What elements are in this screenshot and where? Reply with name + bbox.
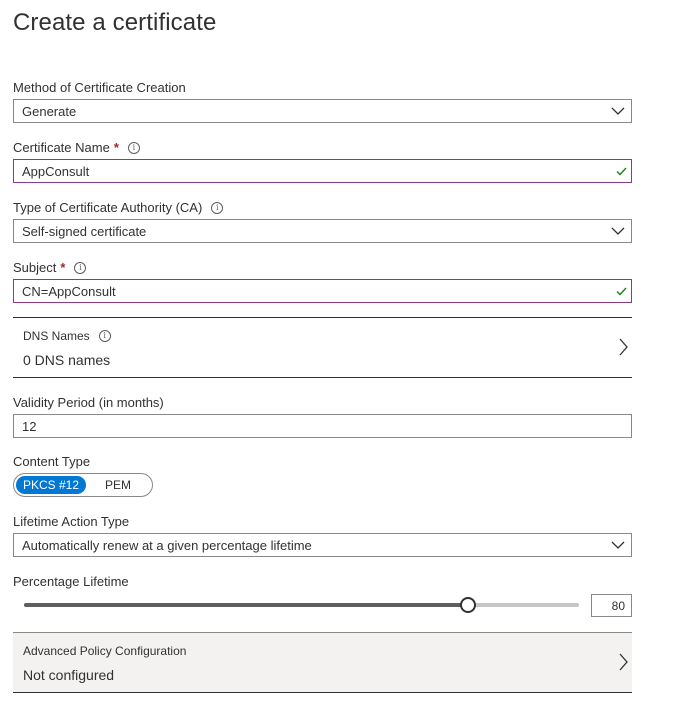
page-title: Create a certificate bbox=[13, 9, 217, 36]
dns-names-value: 0 DNS names bbox=[23, 352, 111, 368]
info-icon[interactable]: i bbox=[128, 142, 140, 154]
method-value: Generate bbox=[22, 103, 77, 119]
dns-names-title-text: DNS Names bbox=[23, 329, 90, 343]
info-icon[interactable]: i bbox=[74, 262, 86, 274]
percentage-slider-fill bbox=[24, 603, 468, 607]
dns-names-title bbox=[23, 329, 111, 343]
lifetime-action-value: Automatically renew at a given percentage lifetime bbox=[22, 537, 312, 553]
method-label bbox=[13, 80, 186, 95]
advanced-policy-section[interactable] bbox=[13, 632, 632, 693]
validity-input[interactable] bbox=[13, 414, 632, 438]
certificate-name-label bbox=[13, 140, 140, 155]
method-dropdown[interactable] bbox=[13, 99, 632, 123]
subject-input[interactable] bbox=[13, 279, 632, 303]
ca-type-label bbox=[13, 200, 223, 215]
content-type-option-pem[interactable]: PEM bbox=[104, 478, 131, 492]
content-type-option-pkcs12[interactable]: PKCS #12 bbox=[16, 476, 86, 494]
method-label-text: Method of Certificate Creation bbox=[13, 80, 186, 95]
advanced-policy-title: Advanced Policy Configuration bbox=[23, 644, 187, 658]
certificate-name-input[interactable] bbox=[13, 159, 632, 183]
chevron-down-icon bbox=[605, 227, 631, 236]
certificate-name-value: AppConsult bbox=[22, 163, 90, 179]
validity-value: 12 bbox=[22, 418, 37, 434]
lifetime-action-label bbox=[13, 514, 129, 529]
chevron-down-icon bbox=[605, 107, 631, 116]
percentage-lifetime-label bbox=[13, 574, 129, 589]
ca-type-label-text: Type of Certificate Authority (CA) bbox=[13, 200, 203, 215]
required-marker: * bbox=[60, 260, 66, 275]
advanced-policy-value: Not configured bbox=[23, 667, 115, 683]
certificate-name-label-text: Certificate Name bbox=[13, 140, 110, 155]
lifetime-action-dropdown[interactable] bbox=[13, 533, 632, 557]
ca-type-dropdown[interactable] bbox=[13, 219, 632, 243]
validity-label bbox=[13, 395, 164, 410]
content-type-label bbox=[13, 454, 90, 469]
content-type-toggle[interactable] bbox=[13, 473, 153, 497]
info-icon[interactable]: i bbox=[211, 202, 223, 214]
chevron-down-icon bbox=[605, 541, 631, 550]
lifetime-action-label-text: Lifetime Action Type bbox=[13, 514, 130, 529]
percentage-value-input[interactable]: 80 bbox=[591, 594, 632, 617]
required-marker: * bbox=[113, 140, 119, 155]
checkmark-icon bbox=[611, 167, 631, 176]
subject-value: CN=AppConsult bbox=[22, 283, 116, 299]
ca-type-value: Self-signed certificate bbox=[22, 223, 147, 239]
info-icon[interactable]: i bbox=[99, 330, 111, 342]
subject-label-text: Subject bbox=[13, 260, 57, 275]
chevron-right-icon bbox=[616, 336, 630, 358]
chevron-right-icon bbox=[616, 651, 630, 673]
dns-names-section[interactable] bbox=[13, 317, 632, 378]
percentage-lifetime-label-text: Percentage Lifetime bbox=[13, 574, 129, 589]
validity-label-text: Validity Period (in months) bbox=[13, 395, 164, 410]
content-type-label-text: Content Type bbox=[13, 454, 91, 469]
checkmark-icon bbox=[611, 287, 631, 296]
percentage-slider-thumb[interactable] bbox=[460, 597, 476, 613]
subject-label bbox=[13, 260, 86, 275]
